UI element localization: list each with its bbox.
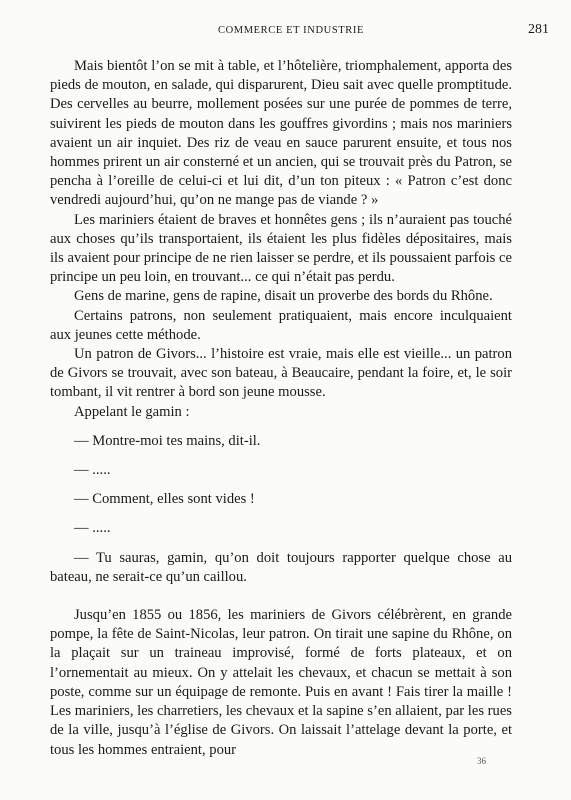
paragraph: Jusqu’en 1855 ou 1856, les mariniers de Givors célébrèrent, en grande pompe, la fête de Saint-Nicolas, leur patron. On tirait une sapine du Rhône, on la plaçait sur un traineau improvisé, formé de forts plateaux, et on l’ornementait au mieux. On y attelait les chevaux, et chacun se mettait à son poste, comme sur un équipage de remonte. Puis en avant ! Fais tirer la maille ! Les mariniers, les charretiers, les chevaux et la sapine s’en allaient, par les rues de la ville, jusqu’à l’église de Givors. On laissait l’attelage devant la porte, et tous les hommes entraient, pour <box>50 607 512 758</box>
paragraph: Les mariniers étaient de braves et honnêtes gens ; ils n’auraient pas touché aux choses qu’ils transportaient, ils étaient les plus fidèles dépositaires, mais ils avaient pour principe de ne rien laisser se perdre, et ils poussaient parfois ce principe un peu loin, en trouvant... ce qui n’était pas perdu. <box>50 211 512 286</box>
dialogue-line: — ..... <box>74 520 111 537</box>
body-text <box>50 57 512 760</box>
paragraph: Appelant le gamin : <box>74 403 190 420</box>
dialogue-line: — Tu sauras, gamin, qu’on doit toujours rapporter quelque chose au bateau, ne serait-ce qu’un caillou. <box>50 549 512 585</box>
dialogue-line: — Comment, elles sont vides ! <box>74 491 255 508</box>
signature-mark: 36 <box>477 756 486 766</box>
paragraph: Mais bientôt l’on se mit à table, et l’hôtelière, triomphalement, apporta des pieds de mouton, en salade, qui disparurent, Dieu sait avec quelle promptitude. Des cervelles au beurre, mollement posées sur une purée de pommes de terre, suivirent les pieds de mouton dans les gouffres givordins ; mais nos mariniers avaient un air inquiet. Des riz de veau en sauce parurent ensuite, et tous nos hommes prirent un air consterné et un ancien, qui se trouvait près du Patron, se pencha à l’oreille de celui-ci et lui dit, d’un ton piteux : « Patron c’est donc vendredi aujourd’hui, qu’on ne mange pas de viande ? » <box>50 58 512 209</box>
dialogue-line: — ..... <box>74 462 111 479</box>
dialogue-line: — Montre-moi tes mains, dit-il. <box>74 432 261 449</box>
paragraph: Gens de marine, gens de rapine, disait un proverbe des bords du Rhône. <box>74 288 493 305</box>
page-number: 281 <box>528 22 549 37</box>
paragraph: Certains patrons, non seulement pratiquaient, mais encore inculquaient aux jeunes cette méthode. <box>50 307 512 343</box>
paragraph: Un patron de Givors... l’histoire est vraie, mais elle est vieille... un patron de Givors se trouvait, avec son bateau, à Beaucaire, pendant la foire, et, le soir tombant, il vit rentrer à bord son jeune mousse. <box>50 346 512 401</box>
running-title: COMMERCE ET INDUSTRIE <box>218 25 364 36</box>
